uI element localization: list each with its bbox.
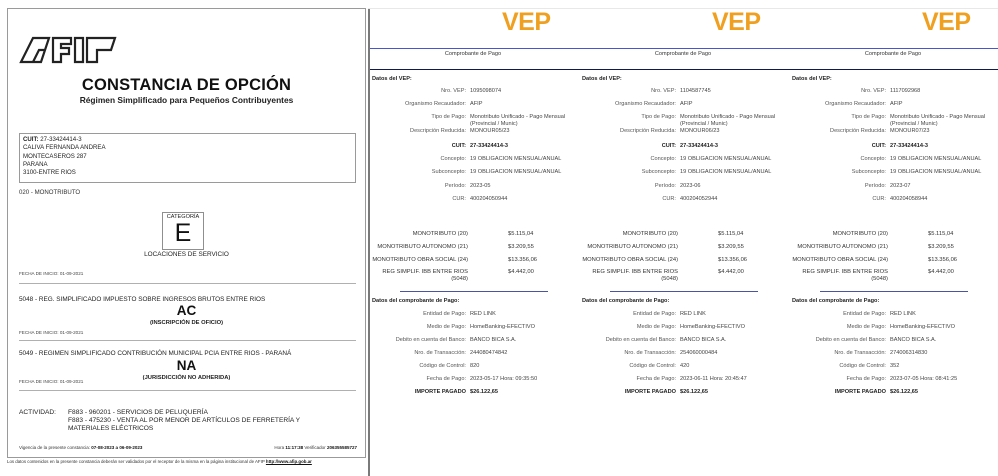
- pago-label: Debito en cuenta del Banco:: [605, 337, 676, 343]
- vigencia-line: [19, 445, 142, 450]
- pago-value: RED LINK: [680, 311, 706, 317]
- tax-5048-start-date: FECHA DE INICIO: 01-09-2021: [19, 330, 84, 335]
- field-value: 2023-06: [680, 183, 701, 189]
- amount-label: MONOTRIBUTO OBRA SOCIAL (24): [792, 257, 888, 263]
- datos-pago-heading: Datos del comprobante de Pago:: [792, 298, 880, 304]
- vigencia-sep: a: [115, 445, 119, 450]
- category-label: CATEGORÍA: [166, 214, 200, 220]
- pago-label: IMPORTE PAGADO: [834, 389, 886, 395]
- tax-5049-title: 5049 - REGIMEN SIMPLIFICADO CONTRIBUCIÓN MUNICIPAL PCIA ENTRE RIOS - PARANÁ: [19, 350, 292, 357]
- field-value: 27-33424414-3: [680, 143, 718, 149]
- pago-label: IMPORTE PAGADO: [414, 389, 466, 395]
- pago-value: RED LINK: [470, 311, 496, 317]
- pago-label: Nro. de Transacción:: [624, 350, 676, 356]
- vigencia-from: 07-08-2023: [91, 445, 115, 450]
- pago-label: Debito en cuenta del Banco:: [395, 337, 466, 343]
- tax-5049-code: NA: [176, 358, 197, 373]
- field-label: Subconcepto:: [851, 169, 886, 175]
- field-value: 1117092968: [890, 88, 921, 94]
- field-value: 27-33424414-3: [890, 143, 928, 149]
- category-box: [162, 212, 204, 250]
- pago-value: 274006314830: [890, 350, 928, 356]
- amount-value: $13.356,06: [718, 257, 748, 263]
- field-label: Período:: [444, 183, 466, 189]
- amount-label: REG SIMPLIF. IBB ENTRE RIOS (5048): [802, 269, 888, 282]
- afip-link[interactable]: http://www.afip.gob.ar: [265, 459, 312, 464]
- field-value: 1095098074: [470, 88, 502, 94]
- field-label: Nro. VEP:: [441, 88, 466, 94]
- pago-value: BANCO BICA S.A.: [890, 337, 937, 343]
- field-value: 19 OBLIGACION MENSUAL/ANUAL: [470, 169, 562, 175]
- field-label: Subconcepto:: [641, 169, 676, 175]
- disclaimer-text: Los datos contenidos en la presente constancia deberán ser validados por el receptor de la misma en la página institucional de AFIP: [7, 459, 265, 464]
- amount-value: $13.356,06: [508, 257, 538, 263]
- field-value: 1104587745: [680, 88, 711, 94]
- vigencia-to: 06-09-2023: [119, 445, 143, 450]
- field-value: 19 OBLIGACION MENSUAL/ANUAL: [890, 169, 982, 175]
- pago-label: Medio de Pago:: [636, 324, 676, 330]
- field-label: CUR:: [872, 196, 886, 202]
- field-label: Descripción Reducida:: [620, 128, 676, 134]
- constancia-document: [7, 8, 366, 458]
- pago-label: Debito en cuenta del Banco:: [815, 337, 886, 343]
- amount-value: $3.209,55: [928, 244, 954, 250]
- amount-label: MONOTRIBUTO AUTONOMO (21): [797, 244, 888, 250]
- amount-value: $3.209,55: [508, 244, 534, 250]
- pago-label: Entidad de Pago:: [633, 311, 676, 317]
- verificador-value: 206355585727: [326, 445, 357, 450]
- vep-receipt-1: [368, 0, 578, 476]
- divider: [19, 390, 356, 391]
- amount-label: MONOTRIBUTO AUTONOMO (21): [377, 244, 468, 250]
- field-value: AFIP: [890, 101, 903, 107]
- field-value: Monotributo Unificado - Pago Mensual (Provincial / Munic): [890, 114, 986, 127]
- field-label: Período:: [654, 183, 676, 189]
- category-activity-type: LOCACIONES DE SERVICIO: [144, 251, 229, 258]
- vep-area: [368, 0, 998, 476]
- receipt-header: Comprobante de Pago: [654, 51, 712, 57]
- amount-value: $13.356,06: [928, 257, 958, 263]
- field-value: MONOUR07/23: [890, 128, 930, 134]
- pago-value: 420: [680, 363, 690, 369]
- tax-5048-code: AC: [176, 303, 197, 318]
- field-value: Monotributo Unificado - Pago Mensual (Provincial / Munic): [680, 114, 776, 127]
- receipt-header: Comprobante de Pago: [864, 51, 922, 57]
- pago-value: HomeBanking-EFECTIVO: [470, 324, 535, 330]
- pago-value: 2023-06-11 Hora: 20:45:47: [680, 376, 747, 382]
- amounts-separator: [820, 291, 968, 292]
- field-value: 19 OBLIGACION MENSUAL/ANUAL: [680, 169, 772, 175]
- vigencia-label: Vigencia de la presente constancia:: [19, 445, 90, 450]
- vep-logo: VEP: [502, 8, 551, 36]
- pago-label: Entidad de Pago:: [423, 311, 466, 317]
- amount-value: $5.115,04: [718, 231, 744, 237]
- regime-line: 020 - MONOTRIBUTO: [19, 189, 81, 196]
- hora-value: 11:17:38: [285, 445, 304, 450]
- pago-label: Nro. de Transacción:: [414, 350, 466, 356]
- amount-value: $4.442,00: [508, 269, 534, 275]
- amount-label: REG SIMPLIF. IBB ENTRE RIOS (5048): [592, 269, 678, 282]
- pago-label: Código de Control:: [839, 363, 886, 369]
- verificador-label: Verificador: [304, 445, 326, 450]
- field-label: Organismo Recaudador:: [405, 101, 466, 107]
- pago-value: BANCO BICA S.A.: [680, 337, 727, 343]
- amounts-separator: [400, 291, 548, 292]
- category-letter: E: [174, 219, 192, 247]
- amounts-separator: [610, 291, 758, 292]
- tax-5049-note: (JURISDICCIÓN NO ADHERIDA): [142, 375, 231, 381]
- divider: [19, 283, 356, 284]
- field-label: Nro. VEP:: [651, 88, 676, 94]
- disclaimer: [7, 459, 312, 464]
- field-label: Período:: [864, 183, 886, 189]
- pago-label: Entidad de Pago:: [843, 311, 886, 317]
- field-label: CUR:: [662, 196, 676, 202]
- pago-label: Fecha de Pago:: [636, 376, 676, 382]
- field-value: 27-33424414-3: [470, 143, 508, 149]
- tax-5049-start-date: FECHA DE INICIO: 01-09-2021: [19, 379, 84, 384]
- vep-logo: VEP: [922, 8, 971, 36]
- field-value: 400204050944: [470, 196, 508, 202]
- tax-5048-note: (INSCRIPCIÓN DE OFICIO): [149, 320, 224, 326]
- field-label: Organismo Recaudador:: [825, 101, 886, 107]
- field-label: Concepto:: [650, 156, 676, 162]
- taxpayer-province: 3100-ENTRE RIOS: [23, 169, 76, 177]
- amount-label: REG SIMPLIF. IBB ENTRE RIOS (5048): [382, 269, 468, 282]
- pago-value: HomeBanking-EFECTIVO: [890, 324, 955, 330]
- pago-label: Medio de Pago:: [846, 324, 886, 330]
- datos-vep-heading: Datos del VEP:: [792, 76, 832, 82]
- pago-value: 352: [890, 363, 900, 369]
- field-value: 2023-05: [470, 183, 491, 189]
- amount-label: MONOTRIBUTO OBRA SOCIAL (24): [582, 257, 678, 263]
- field-value: AFIP: [680, 101, 693, 107]
- receipt-header: Comprobante de Pago: [444, 51, 502, 57]
- field-value: 400204052944: [680, 196, 718, 202]
- amount-label: MONOTRIBUTO (20): [412, 231, 468, 237]
- pago-label: Medio de Pago:: [426, 324, 466, 330]
- field-label: Tipo de Pago:: [851, 114, 886, 120]
- field-label: Tipo de Pago:: [431, 114, 466, 120]
- cuit-value: 27-33424414-3: [40, 136, 82, 143]
- field-label: Tipo de Pago:: [641, 114, 676, 120]
- field-label: Concepto:: [440, 156, 466, 162]
- amount-value: $4.442,00: [718, 269, 744, 275]
- cuit-label: CUIT:: [23, 136, 39, 143]
- taxpayer-city: PARANA: [23, 160, 48, 168]
- category-start-date: FECHA DE INICIO: 01-09-2021: [19, 271, 84, 276]
- hora-label: Hora: [274, 445, 285, 450]
- hora-verificador: [274, 445, 357, 450]
- actividad-section: [19, 409, 343, 433]
- divider: [19, 340, 356, 341]
- document-subtitle: Régimen Simplificado para Pequeños Contribuyentes: [79, 95, 294, 105]
- field-label: CUR:: [452, 196, 466, 202]
- field-value: 2023-07: [890, 183, 911, 189]
- field-label: Subconcepto:: [431, 169, 466, 175]
- field-value: 19 OBLIGACION MENSUAL/ANUAL: [470, 156, 562, 162]
- field-value: MONOUR05/23: [470, 128, 510, 134]
- pago-value: HomeBanking-EFECTIVO: [680, 324, 745, 330]
- taxpayer-name: CALIVA FERNANDA ANDREA: [23, 144, 106, 152]
- pago-label: Fecha de Pago:: [846, 376, 886, 382]
- datos-pago-heading: Datos del comprobante de Pago:: [582, 298, 670, 304]
- field-label: Descripción Reducida:: [410, 128, 466, 134]
- cuit-line: [23, 136, 352, 144]
- pago-value: RED LINK: [890, 311, 916, 317]
- field-label: Organismo Recaudador:: [615, 101, 676, 107]
- vep-receipt-3: [788, 0, 998, 476]
- amount-value: $5.115,04: [508, 231, 534, 237]
- field-value: 400204058944: [890, 196, 928, 202]
- amount-label: MONOTRIBUTO AUTONOMO (21): [587, 244, 678, 250]
- pago-value: BANCO BICA S.A.: [470, 337, 517, 343]
- field-label: Concepto:: [860, 156, 886, 162]
- actividad-label: ACTIVIDAD:: [19, 409, 57, 416]
- vep-receipt-2: [578, 0, 788, 476]
- datos-vep-heading: Datos del VEP:: [582, 76, 622, 82]
- field-label: CUIT:: [871, 143, 886, 149]
- pago-label: Nro. de Transacción:: [834, 350, 886, 356]
- pago-label: Código de Control:: [419, 363, 466, 369]
- pago-label: IMPORTE PAGADO: [624, 389, 676, 395]
- pago-value: 2023-05-17 Hora: 09:35:50: [470, 376, 538, 382]
- pago-value: 2023-07-05 Hora: 08:41:25: [890, 376, 958, 382]
- amount-label: MONOTRIBUTO (20): [832, 231, 888, 237]
- field-value: AFIP: [470, 101, 483, 107]
- field-value: 19 OBLIGACION MENSUAL/ANUAL: [890, 156, 982, 162]
- actividad-item: F883 - 475230 - VENTA AL POR MENOR DE ARTÍCULOS DE FERRETERÍA Y MATERIALES ELÉCTRICOS: [68, 417, 300, 432]
- amount-value: $4.442,00: [928, 269, 954, 275]
- pago-label: Código de Control:: [629, 363, 676, 369]
- pago-value: 244080474842: [470, 350, 508, 356]
- pago-value: $26.122,65: [680, 389, 708, 395]
- field-value: MONOUR06/23: [680, 128, 720, 134]
- field-value: 19 OBLIGACION MENSUAL/ANUAL: [680, 156, 772, 162]
- pago-value: $26.122,65: [470, 389, 498, 395]
- field-label: Nro. VEP:: [861, 88, 886, 94]
- datos-pago-heading: Datos del comprobante de Pago:: [372, 298, 460, 304]
- taxpayer-address: MONTECASEROS 287: [23, 152, 87, 160]
- document-title: CONSTANCIA DE OPCIÓN: [81, 76, 292, 94]
- actividad-item: F883 - 960201 - SERVICIOS DE PELUQUERÍA: [68, 409, 208, 416]
- amount-label: MONOTRIBUTO OBRA SOCIAL (24): [372, 257, 468, 263]
- field-label: CUIT:: [451, 143, 466, 149]
- vep-logo: VEP: [712, 8, 761, 36]
- field-label: Descripción Reducida:: [830, 128, 886, 134]
- pago-value: 254060000484: [680, 350, 718, 356]
- tax-5048-title: 5048 - REG. SIMPLIFICADO IMPUESTO SOBRE INGRESOS BRUTOS ENTRE RIOS: [19, 296, 266, 303]
- pago-label: Fecha de Pago:: [426, 376, 466, 382]
- afip-logo: [19, 34, 119, 64]
- datos-vep-heading: Datos del VEP:: [372, 76, 412, 82]
- field-label: CUIT:: [661, 143, 676, 149]
- taxpayer-box: [19, 133, 356, 183]
- pago-value: 820: [470, 363, 480, 369]
- pago-value: $26.122,65: [890, 389, 918, 395]
- amount-value: $3.209,55: [718, 244, 744, 250]
- field-value: Monotributo Unificado - Pago Mensual (Provincial / Munic): [470, 114, 566, 127]
- amount-value: $5.115,04: [928, 231, 954, 237]
- amount-label: MONOTRIBUTO (20): [622, 231, 678, 237]
